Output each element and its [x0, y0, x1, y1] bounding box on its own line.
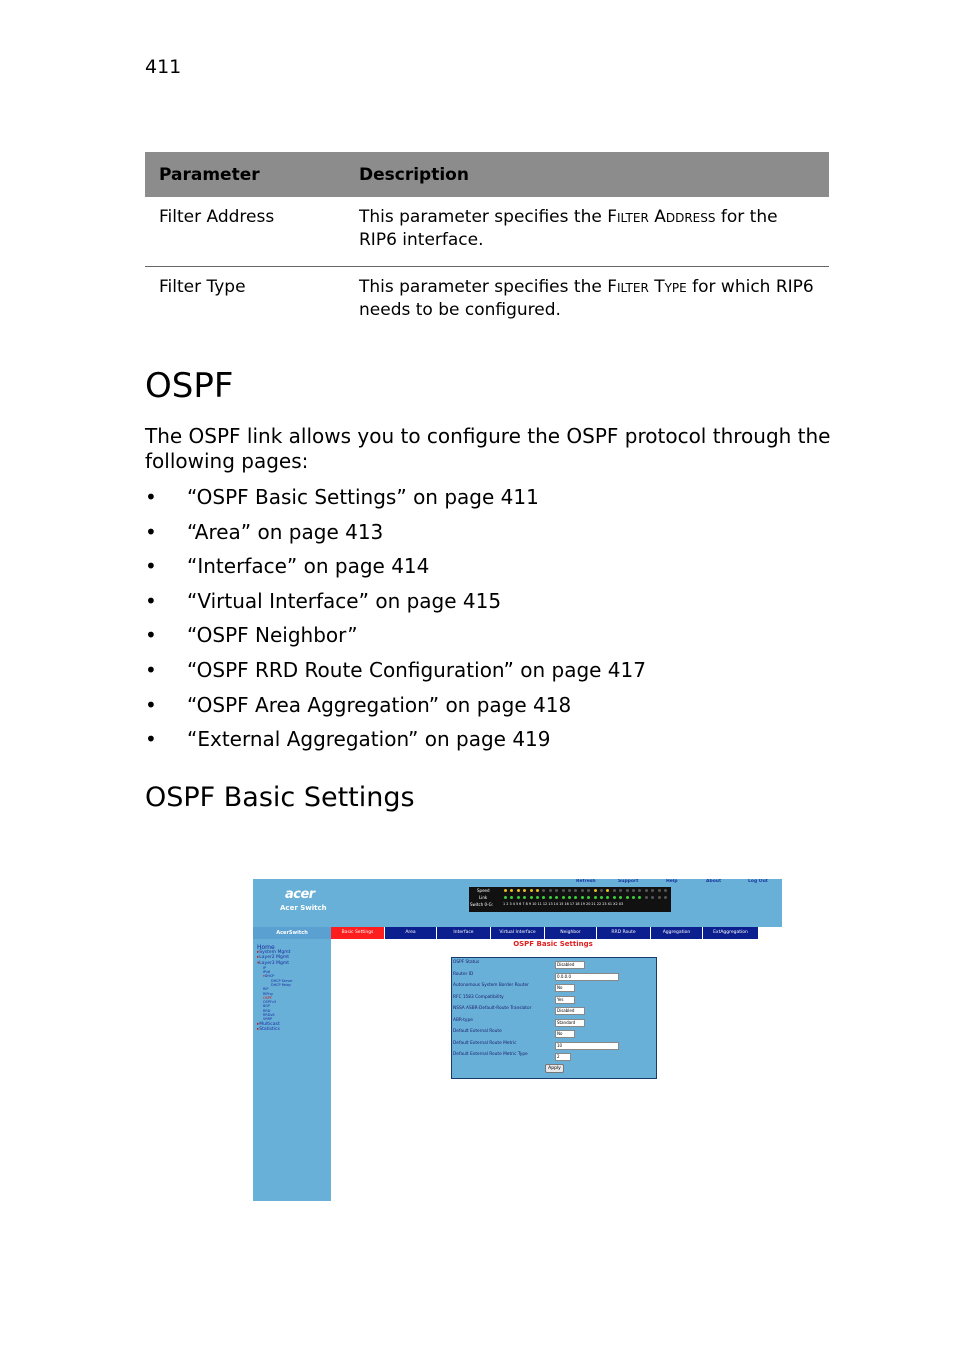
nav-item-bgp[interactable]: BGP — [263, 1004, 270, 1009]
desc-text: for which RIP6 needs to be configured. — [359, 277, 814, 320]
port-led — [523, 889, 526, 892]
desc-text: This parameter specifies the — [359, 277, 608, 297]
field-label: Default External Route Metric Type — [453, 1052, 528, 1057]
field-label: ABR-type — [453, 1018, 473, 1023]
page-link[interactable]: “OSPF Neighbor” — [187, 623, 358, 648]
switch-label: Switch 0-G: — [470, 902, 494, 907]
port-led — [581, 889, 584, 892]
bullet-icon: • — [145, 519, 157, 544]
list-item[interactable] — [145, 658, 646, 693]
ospf-settings-form — [451, 957, 657, 1079]
ui-header — [253, 879, 782, 927]
desc-text: for the RIP6 interface. — [359, 207, 778, 250]
desc-term: Filter Type — [607, 277, 687, 297]
port-led — [581, 896, 584, 899]
list-item[interactable] — [145, 554, 646, 589]
nav-item-vrrp[interactable]: VRRP — [263, 1017, 273, 1022]
port-led — [542, 889, 545, 892]
intro-paragraph: The OSPF link allows you to configure the OSPF protocol through the following pages: — [145, 424, 831, 473]
port-led — [587, 889, 590, 892]
port-led — [613, 889, 616, 892]
list-item[interactable] — [145, 589, 646, 624]
nav-home[interactable]: Home — [257, 944, 275, 951]
field-label: Router ID — [453, 972, 474, 977]
table-header-parameter: Parameter — [145, 152, 345, 197]
port-led — [594, 896, 597, 899]
nav-label: Layer2 Mgmt — [259, 955, 289, 961]
collapse-icon: ▾ — [257, 960, 260, 966]
table-row — [145, 267, 829, 337]
form-row — [453, 972, 571, 982]
port-led — [568, 889, 571, 892]
param-name: Filter Type — [159, 277, 246, 297]
acer-logo: acer — [285, 887, 315, 902]
nav-label: Statistics — [259, 1026, 280, 1032]
nav-item-dhcp-server[interactable]: DHCP Server — [271, 978, 293, 983]
port-led — [568, 896, 571, 899]
port-led — [651, 889, 654, 892]
port-led — [517, 896, 520, 899]
port-led — [632, 896, 635, 899]
form-row — [453, 1006, 575, 1016]
tab-rrd-route[interactable]: RRD Route — [597, 927, 650, 939]
help-link[interactable]: Help — [666, 879, 678, 884]
expand-icon: ▸ — [257, 1026, 260, 1032]
form-title: OSPF Basic Settings — [513, 940, 593, 948]
router-id-input[interactable]: 0.0.0.0 — [555, 973, 619, 981]
nav-label: System Mgmt — [259, 950, 291, 956]
port-led — [562, 889, 565, 892]
page-link[interactable]: “OSPF Area Aggregation” on page 418 — [187, 692, 572, 717]
page-number: 411 — [145, 56, 182, 78]
tab-aggregation[interactable]: Aggregation — [651, 927, 702, 939]
list-item[interactable] — [145, 727, 646, 762]
port-led — [523, 896, 526, 899]
port-led — [619, 896, 622, 899]
form-row — [453, 1018, 576, 1028]
parameter-table — [145, 152, 829, 336]
page-link[interactable]: “Virtual Interface” on page 415 — [187, 588, 502, 613]
ospf-basic-settings-screenshot — [253, 879, 782, 1201]
default-ext-route-select[interactable]: No — [555, 1030, 575, 1038]
top-links — [576, 879, 776, 886]
bullet-icon: • — [145, 588, 157, 613]
nav-label: DHCP — [264, 974, 275, 979]
list-item[interactable] — [145, 623, 646, 658]
abr-type-select[interactable]: Standard — [555, 1019, 585, 1027]
port-led — [638, 896, 641, 899]
bullet-icon: • — [145, 554, 157, 579]
form-row — [453, 1041, 563, 1051]
port-led — [542, 896, 545, 899]
nav-item-statistics[interactable] — [257, 1027, 293, 1032]
rfc1583-select[interactable]: Yes — [555, 996, 575, 1004]
nav-item-ospf[interactable]: OSPF — [263, 995, 272, 1000]
form-row — [453, 960, 575, 970]
field-label: Default External Route Metric — [453, 1041, 517, 1046]
link-label: Link — [479, 895, 488, 900]
nav-label: Layer3 Mgmt — [259, 960, 289, 966]
ext-route-metric-type-select[interactable]: 2 — [555, 1053, 571, 1061]
port-led — [530, 896, 533, 899]
port-led — [606, 889, 609, 892]
ext-route-metric-input[interactable]: 10 — [555, 1042, 619, 1050]
bullet-icon: • — [145, 727, 157, 752]
port-led — [549, 889, 552, 892]
port-led — [574, 896, 577, 899]
apply-button[interactable]: Apply — [545, 1064, 564, 1073]
page-link[interactable]: “OSPF Basic Settings” on page 411 — [187, 485, 539, 509]
table-row — [145, 197, 829, 267]
page-link[interactable]: “External Aggregation” on page 419 — [187, 727, 551, 752]
refresh-link[interactable]: Refresh — [576, 879, 596, 884]
port-led — [587, 896, 590, 899]
nav-item-ip[interactable]: IP — [263, 965, 267, 970]
port-led — [536, 896, 539, 899]
sidebar-title: AcerSwitch — [253, 927, 331, 939]
port-led — [574, 889, 577, 892]
tab-neighbor[interactable]: Neighbor — [545, 927, 596, 939]
port-led — [600, 896, 603, 899]
port-led — [555, 889, 558, 892]
ospf-status-select[interactable]: Disabled — [555, 961, 585, 969]
param-description — [345, 267, 829, 337]
form-row — [453, 1029, 563, 1039]
port-led — [536, 889, 539, 892]
list-item[interactable] — [145, 520, 646, 555]
expand-icon: ▸ — [257, 950, 260, 956]
field-label: NSSA ASBR-Default-Route Translator — [453, 1006, 532, 1011]
desc-text: This parameter specifies the — [359, 207, 608, 227]
about-link[interactable]: About — [706, 879, 722, 884]
port-led — [645, 896, 648, 899]
expand-icon: ▸ — [257, 1021, 260, 1027]
port-led — [645, 889, 648, 892]
param-description — [345, 197, 829, 267]
tab-basic-settings[interactable]: Basic Settings — [331, 927, 384, 939]
logo-subtitle: Acer Switch — [280, 904, 327, 912]
list-item[interactable] — [145, 693, 646, 728]
form-row — [453, 983, 563, 993]
tab-ext-aggregation[interactable]: ExtAggregation — [703, 927, 758, 939]
nav-item-rrdv6[interactable]: RRDv6 — [263, 1013, 275, 1018]
port-led — [664, 889, 667, 892]
bullet-icon: • — [145, 692, 157, 717]
logout-link[interactable]: Log Out — [748, 879, 768, 884]
port-led — [664, 896, 667, 899]
support-link[interactable]: Support — [618, 879, 639, 884]
field-label: Autonomous System Border Router — [453, 983, 529, 988]
port-led — [504, 889, 507, 892]
port-led — [613, 896, 616, 899]
nav-item-ripng[interactable]: RIPng — [263, 991, 273, 996]
port-numbers: 1 2 3 4 5 6 7 8 9 10 11 12 13 14 15 16 17 18 19 20 21 22 23 X1 X2 X3 — [503, 902, 624, 906]
nav-tree — [257, 945, 293, 1032]
asbr-select[interactable]: No — [555, 984, 575, 992]
port-led — [638, 889, 641, 892]
port-led — [594, 889, 597, 892]
port-led — [651, 896, 654, 899]
section-title: OSPF — [145, 366, 234, 406]
port-led — [619, 889, 622, 892]
nav-label: Multicast — [259, 1021, 280, 1027]
port-led — [504, 896, 507, 899]
page-link[interactable]: “OSPF RRD Route Configuration” on page 417 — [187, 657, 646, 682]
port-led — [626, 896, 629, 899]
expand-icon: ▸ — [257, 955, 260, 961]
tab-virtual-interface[interactable]: Virtual Interface — [491, 927, 544, 939]
port-led — [517, 889, 520, 892]
page-link[interactable]: “Interface” on page 414 — [187, 554, 430, 579]
nav-item-ipv6[interactable]: IPv6 — [263, 970, 271, 975]
port-led — [555, 896, 558, 899]
tab-area[interactable]: Area — [385, 927, 436, 939]
param-name: Filter Address — [145, 197, 345, 267]
list-item[interactable] — [145, 485, 646, 520]
nav-subtree — [257, 966, 293, 1022]
port-led — [632, 889, 635, 892]
desc-term: Filter Address — [607, 207, 716, 227]
port-led — [658, 896, 661, 899]
nav-item-dhcp-relay[interactable]: DHCP Relay — [271, 983, 291, 987]
form-row — [453, 1052, 560, 1062]
page-link-list — [145, 485, 646, 762]
table-header-description: Description — [345, 152, 829, 197]
page-link[interactable]: “Area” on page 413 — [187, 519, 384, 544]
nav-item-rrd[interactable]: RRD — [263, 1008, 271, 1013]
bullet-icon: • — [145, 485, 157, 509]
ospf-tabs — [331, 927, 759, 939]
nav-item-ospfv3[interactable]: OSPFv3 — [263, 1000, 276, 1005]
port-status-panel — [469, 887, 671, 912]
form-row — [453, 995, 564, 1005]
bullet-icon: • — [145, 623, 157, 648]
speed-label: Speed — [477, 888, 490, 893]
field-label: Default External Route — [453, 1029, 502, 1034]
port-led — [626, 889, 629, 892]
nav-item-rip[interactable]: RIP — [263, 987, 269, 992]
port-led — [562, 896, 565, 899]
table-header-row — [145, 152, 829, 197]
port-led — [600, 889, 603, 892]
nssa-translator-select[interactable]: Disabled — [555, 1007, 585, 1015]
field-label: RFC 1583 Compatibility — [453, 995, 504, 1000]
bullet-icon: • — [145, 657, 157, 682]
subsection-title: OSPF Basic Settings — [145, 782, 415, 813]
port-led — [510, 896, 513, 899]
port-led — [530, 889, 533, 892]
port-led — [606, 896, 609, 899]
port-led — [510, 889, 513, 892]
tab-interface[interactable]: Interface — [437, 927, 490, 939]
field-label: OSPF Status — [453, 960, 480, 965]
port-led — [658, 889, 661, 892]
collapse-icon: ▾ — [263, 974, 265, 979]
port-led — [549, 896, 552, 899]
